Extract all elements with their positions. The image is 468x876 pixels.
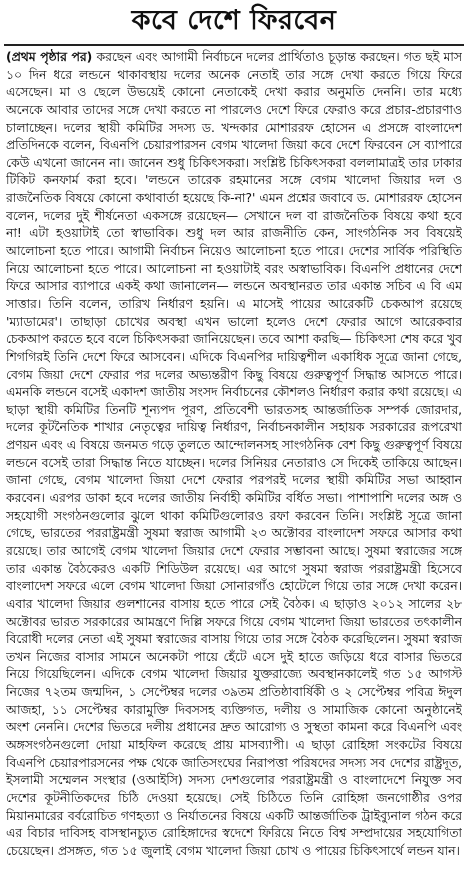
headline-divider [4, 44, 464, 46]
article-body [6, 49, 462, 874]
article-headline: কবে দেশে ফিরবেন [131, 5, 337, 36]
article-text: করছেন এবং আগামী নির্বাচনে দলের প্রার্থিতাও চূড়ান্ত করছেন। গত ছই মাস ১০ দিন ধরে লন্ডনে থাকাবস্থায় দলের অনেক নেতাই তার সঙ্গে দেখা করতে গিয়ে ফিরে এসেছেন। মা ও ছেলে উভয়েই কোনো নেতাকেই দেখা করার অনুমতি দেননি। তার মধ্যে অনেকে আবার তাদের সঙ্গে দেখা করতে না পারলেও দেশে ফিরে ফেরাও করে প্রচার-প্রচারণাও চালাচ্ছেন। দলের স্থায়ী কমিটির সদস্য ড. খন্দকার মোশাররফ হোসেন এ প্রসঙ্গে বাংলাদেশ প্রতিদিনকে বলেন, বিএনপি চেয়ারপারসন বেগম খালেদা জিয়া কবে দেশে ফিরবেন সে ব্যাপারে কেউ এখনো জানেন না। জানেন শুধু চিকিৎসকরা। সংশ্লিষ্ট চিকিৎসকরা বললামাত্রই তার ঢাকার টিকিট কনফার্ম করা হবে। 'লন্ডনে তারেক রহমানের সঙ্গে বেগম খালেদা জিয়ার দল ও রাজনৈতিক বিষয়ে কোনো কথাবার্তা হয়েছে কি-না?' এমন প্রশ্নের জবাবে ড. মোশাররফ হোসেন বলেন, দলের দুই শীর্ষনেতা একসঙ্গে রয়েছেন— সেখানে দল বা রাজনৈতিক বিষয়ে কথা হবে না! এটা হওয়াটাই তো স্বাভাবিক। শুধু দল আর রাজনীতি কেন, সাংগঠনিক সব বিষয়েই আলোচনা হতে পারে। আগামী নির্বাচন নিয়েও আলোচনা হতে পারে। দেশের সার্বিক পরিস্থিতি নিয়ে আলোচনা হতে পারে। আলোচনা না হওয়াটাই বরং অস্বাভাবিক। বিএনপি প্রধানের দেশে ফিরে আসার ব্যাপারে একই কথা জানালেন— লন্ডনে অবস্থানরত তার একান্ত সচিব এ বি এম সাত্তার। তিনি বলেন, তারিখ নির্ধারণ হয়নি। এ মাসেই পায়ের আরেকটি চেকআপ রয়েছে 'ম্যাডামের'। তাছাড়া চোখের অবস্থা এখন ভালো হলেও দেশে ফেরার আগে আরেকবার চেকআপ করতে হবে বলে চিকিৎসকরা জানিয়েছেন। তবে আশা করছি— চিকিৎসা শেষ করে খুব শিগগিরই তিনি দেশে ফিরে আসবেন। এদিকে বিএনপির দায়িত্বশীল একাধিক সূত্রে জানা গেছে, বেগম জিয়া দেশে ফেরার পর দলের অভ্যন্তরীণ কিছু বিষয়ে গুরুত্বপূর্ণ সিদ্ধান্ত আসতে পারে। এমনকি লন্ডনে বসেই একাদশ জাতীয় সংসদ নির্বাচনের কৌশলও নির্ধারণ করার কথা রয়েছে। এ ছাড়া স্থায়ী কমিটির তিনটি শূন্যপদ পূরণ, প্রতিবেশী ভারতসহ আন্তর্জাতিক সম্পর্ক জোরদার, দলের কূটনৈতিক শাখার নেতৃত্বের দায়িত্ব নির্ধারণ, নির্বাচনকালীন সহায়ক সরকারের রূপরেখা প্রণয়ন এবং এ বিষয়ে জনমত গড়ে তুলতে আন্দোলনসহ সাংগঠনিক বেশ কিছু গুরুত্বপূর্ণ বিষয়ে লন্ডনে বসেই তারা সিদ্ধান্ত নিতে যাচ্ছেন। দলের সিনিয়র নেতারাও সে দিকেই তাকিয়ে আছেন। জানা গেছে, বেগম খালেদা জিয়া দেশে ফেরার পরপরই দলের স্থায়ী কমিটির সভা আহ্বান করবেন। এরপর ডাকা হবে দলের জাতীয় নির্বাহী কমিটির বর্ধিত সভা। পাশাপাশি দলের অঙ্গ ও সহযোগী সংগঠনগুলোর ঝুলে থাকা কমিটিগুলোরও রফা করবেন তিনি। সংশ্লিষ্ট সূত্রে জানা গেছে, ভারতের পররাষ্ট্রমন্ত্রী সুষমা স্বরাজ আগামী ২৩ অক্টোবর বাংলাদেশ সফরে আসার কথা রয়েছে। তার আগেই বেগম খালেদা জিয়ার দেশে ফেরার সম্ভাবনা আছে। সুষমা স্বরাজের সঙ্গে তার একান্ত বৈঠকেরও একটি শিডিউল রয়েছে। এর আগে সুষমা স্বরাজ পররাষ্ট্রমন্ত্রী হিসেবে বাংলাদেশ সফরে এলে বেগম খালেদা জিয়া সোনারগাঁও হোটেলে গিয়ে তার সঙ্গে দেখা করেন। এবার খালেদা জিয়ার গুলশানের বাসায় হতে পারে সেই বৈঠক। এ ছাড়াও ২০১২ সালের ২৮ অক্টোবর ভারত সরকারের আমন্ত্রণে দিল্লি সফরে গিয়ে বেগম খালেদা জিয়া ভারতের তৎকালীন বিরোধী দলের নেতা এই সুষমা স্বরাজের বাসায় গিয়ে তার সঙ্গে বৈঠক করেছিলেন। সুষমা স্বরাজ তখন নিজের বাসার সামনে অনেকটা পায়ে হেঁটে এসে দুই হাতে জড়িয়ে ধরে বাসার ভিতরে নিয়ে গিয়েছিলেন। এদিকে বেগম খালেদা জিয়ার যুক্তরাজ্যে অবস্থানকালেই গত ১৫ আগস্ট নিজের ৭২তম জন্মদিন, ১ সেপ্টেম্বর দলের ৩৯তম প্রতিষ্ঠাবার্ষিকী ও ২ সেপ্টেম্বর পবিত্র ঈদুল আজহা, ১১ সেপ্টেম্বর কারামুক্তি দিবসসহ ব্যক্তিগত, দলীয় ও সামাজিক কোনো অনুষ্ঠানেই অংশ নেননি। দেশের ভিতরে দলীয় প্রধানের দ্রুত আরোগ্য ও সুস্থতা কামনা করে বিএনপি এবং অঙ্গসংগঠনগুলো দোয়া মাহফিল করেছে প্রায় মাসব্যাপী। এ ছাড়া রোহিঙ্গা সংকটের বিষয়ে বিএনপি চেয়ারপারসনের পক্ষ থেকে জাতিসংঘের নিরাপত্তা পরিষদের সদস্য সব দেশের রাষ্ট্রদূত, ইসলামী সম্মেলন সংস্থার (ওআইসি) সদস্য দেশগুলোর পররাষ্ট্রমন্ত্রী ও বাংলাদেশে নিযুক্ত সব দেশের কূটনীতিকদের চিঠি দেওয়া হয়েছে। সেই চিঠিতে তিনি রোহিঙ্গা জনগোষ্ঠীর ওপর মিয়ানমারের বর্বরোচিত গণহত্যা ও নির্যাতনের বিষয়ে একটি আন্তর্জাতিক ট্রাইব্যুনাল গঠন করে এর বিচার দাবিসহ বাসস্থানচ্যুত রোহিঙ্গাদের স্বদেশে ফিরিয়ে নিতে বিশ্ব সম্প্রদায়ের সহযোগিতা চেয়েছেন। প্রসঙ্গত, গত ১৫ জুলাই বেগম খালেদা জিয়া চোখ ও পায়ের চিকিৎসার্থে লন্ডন যান। [6, 50, 462, 858]
headline-area [0, 0, 468, 44]
continuation-kicker: (প্রথম পৃষ্ঠার পর) [6, 50, 93, 64]
